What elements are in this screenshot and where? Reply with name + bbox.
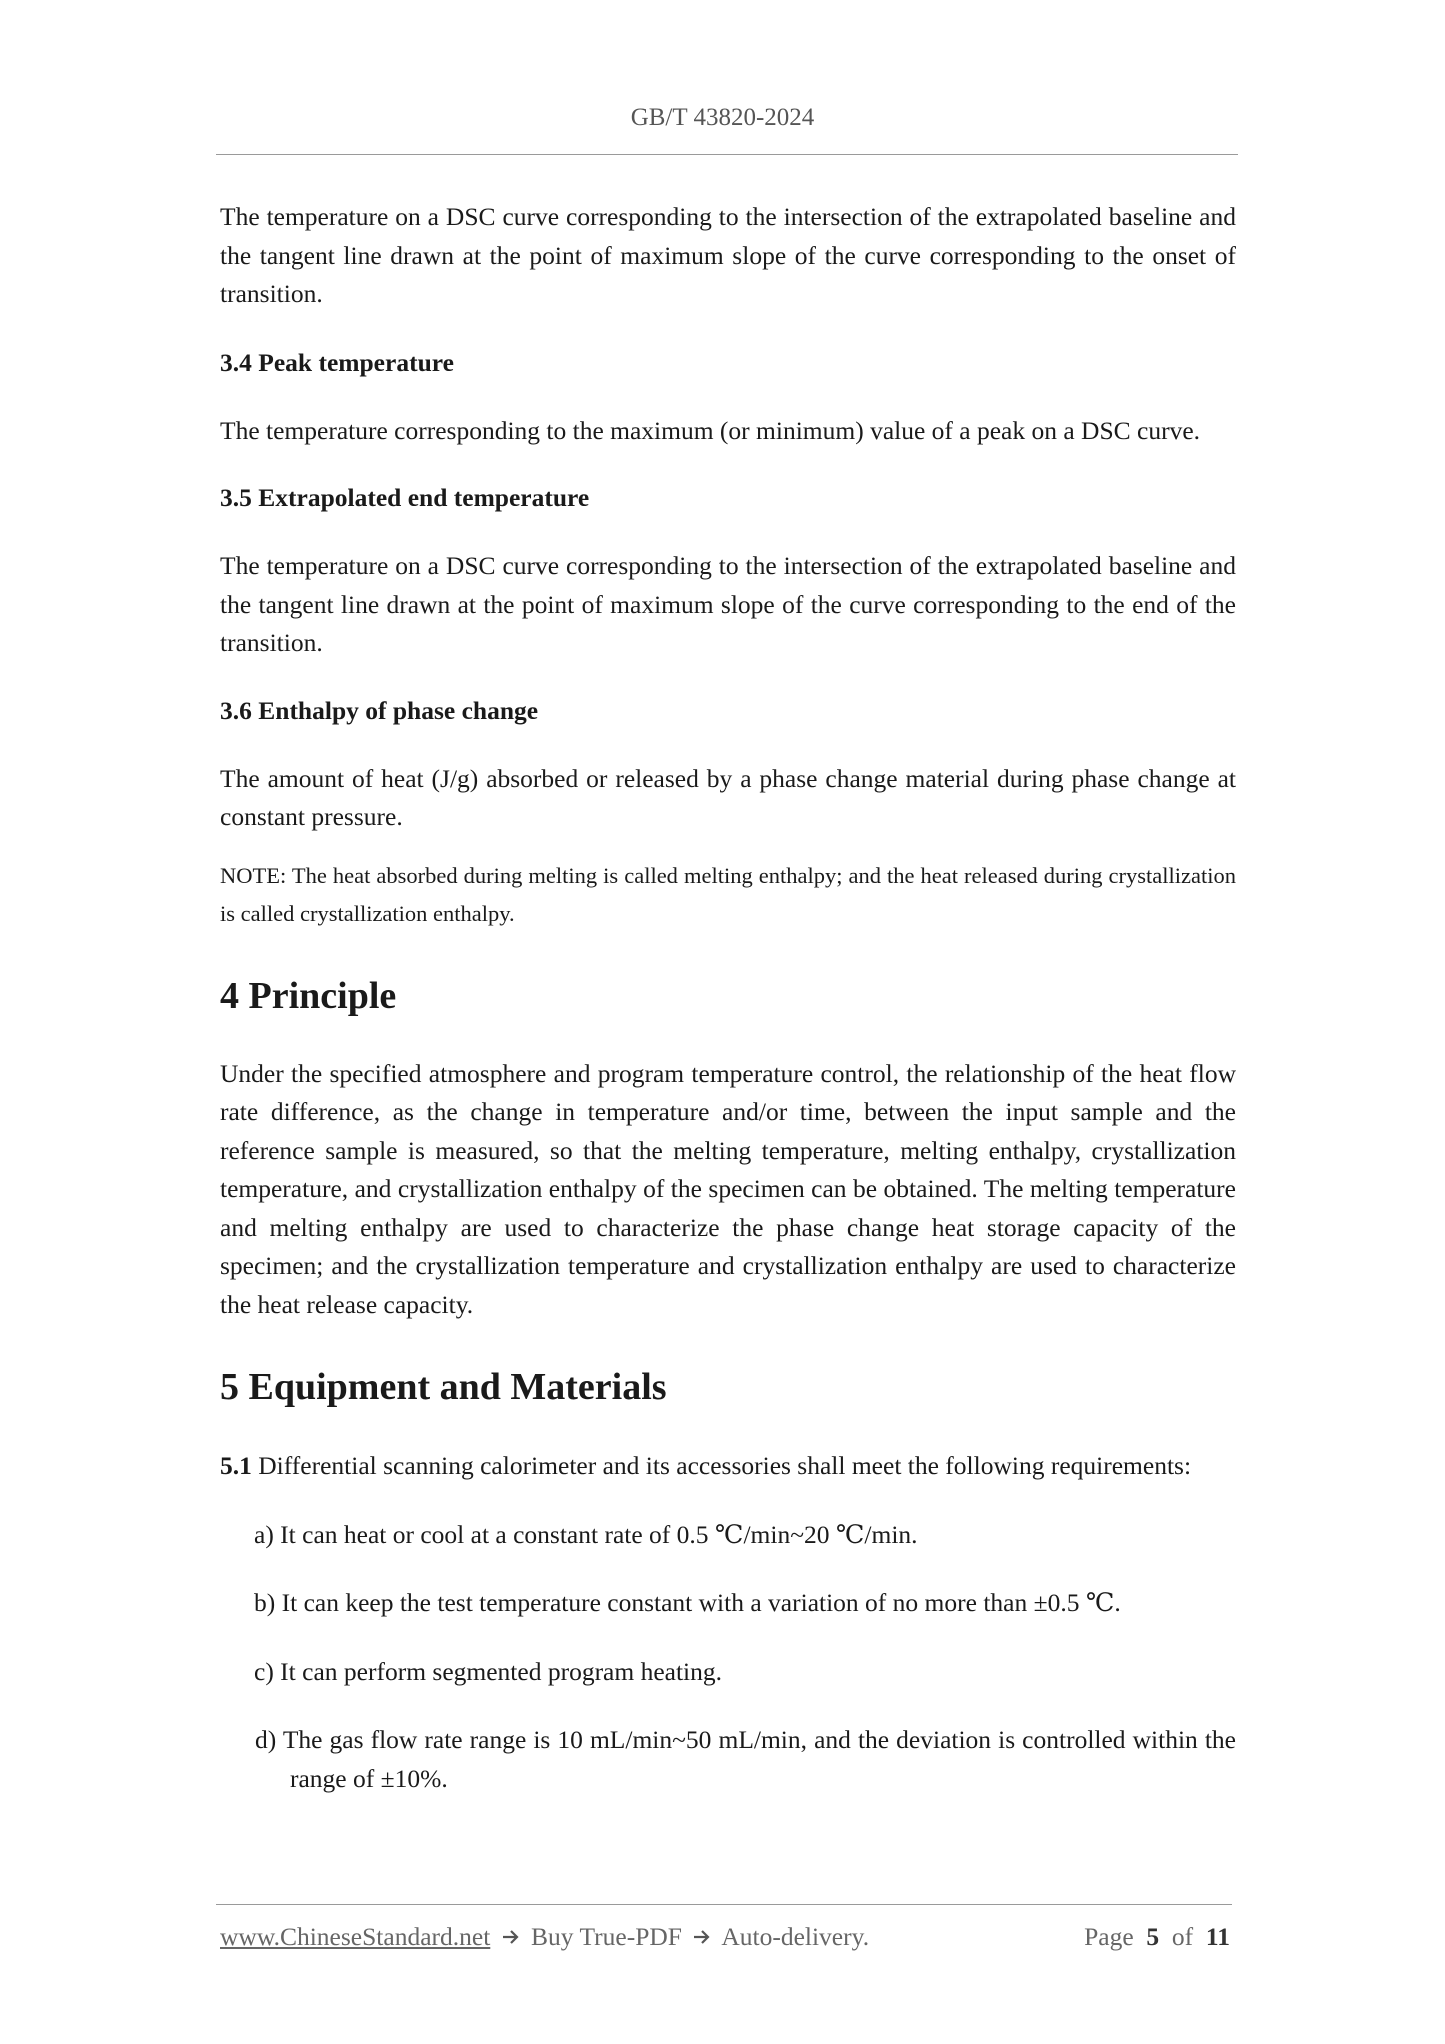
page-footer: [220, 1922, 1230, 1962]
page-label: Page: [1084, 1922, 1134, 1951]
arrow-right-icon: [692, 1927, 712, 1947]
section-5-1-number: 5.1: [220, 1451, 252, 1480]
section-5-heading: 5 Equipment and Materials: [220, 1366, 667, 1408]
requirement-item-d: d) The gas flow rate range is 10 mL/min~50 mL/min, and the deviation is controlled within the range of ±10%.: [255, 1725, 1236, 1793]
current-page: 5: [1146, 1922, 1160, 1951]
section-5-1-paragraph: [220, 1447, 1236, 1486]
onset-definition-text: The temperature on a DSC curve corresponding to the intersection of the extrapolated baseline and the tangent line drawn at the point of maximum slope of the curve corresponding to the onset of transition.: [220, 202, 1236, 308]
page-number: [1084, 1922, 1230, 1952]
section-4-text: Under the specified atmosphere and program temperature control, the relationship of the heat flow rate difference, as the change in temperature and/or time, between the input sample and the reference sample is measured, so that the melting temperature, melting enthalpy, crystallization temperature, and crystallization enthalpy of the specimen can be obtained. The melting temperature and melting enthalpy are used to characterize the phase change heat storage capacity of the specimen; and the crystallization temperature and crystallization enthalpy are used to characterize the heat release capacity.: [220, 1058, 1236, 1319]
section-3-6-heading: 3.6 Enthalpy of phase change: [220, 695, 539, 725]
arrow-right-icon: [501, 1927, 521, 1947]
section-3-6-text: The amount of heat (J/g) absorbed or released by a phase change material during phase change at constant pressure.: [220, 763, 1236, 831]
page-of-label: of: [1171, 1922, 1194, 1951]
section-3-4-text: The temperature corresponding to the maximum (or minimum) value of a peak on a DSC curve.: [220, 415, 1201, 445]
header-divider: [216, 154, 1238, 155]
section-3-5-text: The temperature on a DSC curve corresponding to the intersection of the extrapolated baseline and the tangent line drawn at the point of maximum slope of the curve corresponding to the end of the transition.: [220, 551, 1236, 657]
section-3-4-heading: 3.4 Peak temperature: [220, 347, 454, 377]
total-pages: 11: [1205, 1922, 1230, 1951]
document-header-title: GB/T 43820-2024: [630, 104, 815, 131]
requirement-item-b: b) It can keep the test temperature constant with a variation of no more than ±0.5 ℃.: [254, 1588, 1121, 1617]
buy-true-pdf-text: Buy True-PDF: [531, 1922, 682, 1951]
requirement-item-c: c) It can perform segmented program heating.: [254, 1656, 723, 1686]
auto-delivery-text: Auto-delivery.: [721, 1922, 870, 1951]
section-3-6-note: NOTE: The heat absorbed during melting is called melting enthalpy; and the heat released during crystallization is called crystallization enthalpy.: [220, 862, 1236, 926]
footer-divider: [216, 1904, 1232, 1905]
section-5-1-text: Differential scanning calorimeter and its accessories shall meet the following requirements:: [258, 1451, 1192, 1480]
site-link[interactable]: www.ChineseStandard.net: [220, 1922, 491, 1951]
page-content: [220, 198, 1236, 1798]
section-3-5-heading: 3.5 Extrapolated end temperature: [220, 483, 590, 512]
requirement-item-a: a) It can heat or cool at a constant rate of 0.5 ℃/min~20 ℃/min.: [254, 1519, 918, 1549]
section-4-heading: 4 Principle: [220, 974, 397, 1017]
footer-promo: [220, 1922, 869, 1952]
